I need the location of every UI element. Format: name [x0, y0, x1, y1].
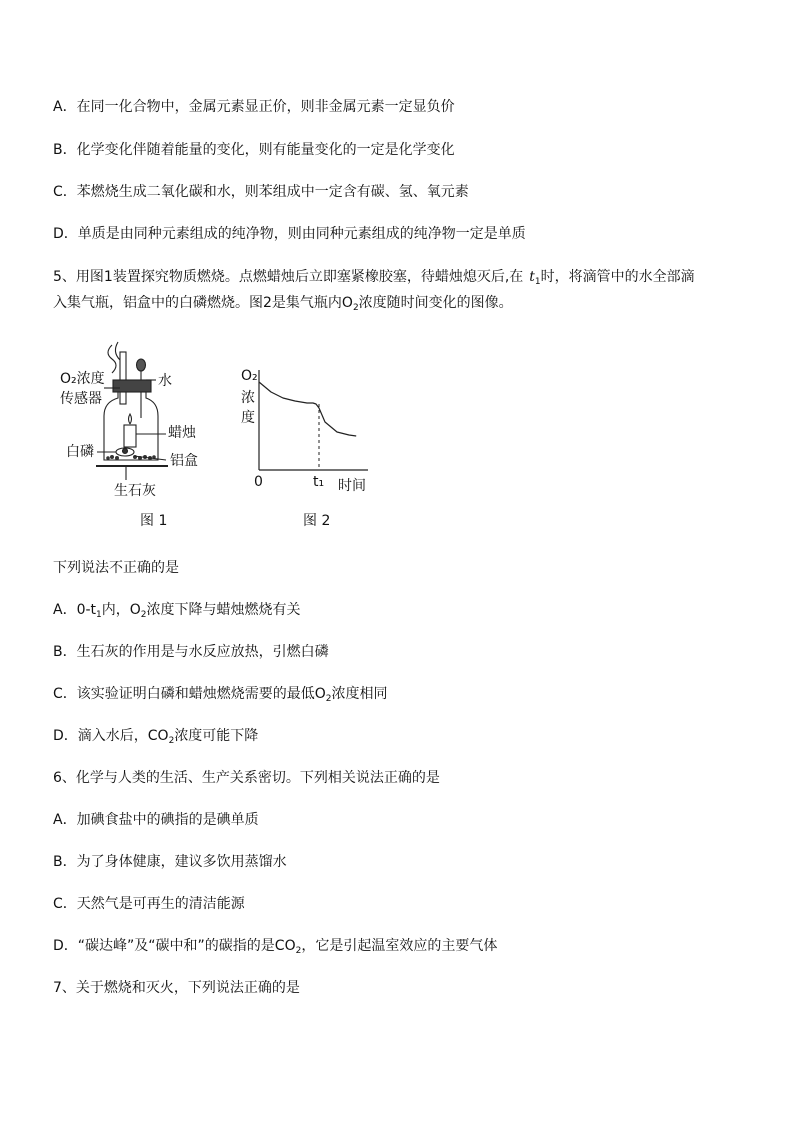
rubber-stopper [113, 380, 151, 392]
q4-option-d: D．单质是由同种元素组成的纯净物，则由同种元素组成的纯净物一定是单质 [53, 226, 526, 242]
q5-opt-a-text: A．0-t [53, 602, 97, 618]
q5-stem-sub: 2 [352, 303, 359, 313]
q6-option-b: B．为了身体健康，建议多饮用蒸馏水 [53, 854, 287, 870]
q5-opt-a-text: 浓度下降与蜡烛燃烧有关 [146, 602, 301, 618]
phosphorus-dot [123, 449, 128, 454]
q6-option-c: C．天然气是可再生的清洁能源 [53, 896, 245, 912]
q5-option-c [53, 684, 388, 704]
q5-option-b: B．生石灰的作用是与水反应放热，引燃白磷 [53, 644, 329, 660]
gas-bottle [104, 392, 158, 460]
q6-opt-d-text: D．“碳达峰”及“碳中和”的碳指的是CO [53, 938, 296, 954]
q6-stem: 6、化学与人类的生活、生产关系密切。下列相关说法正确的是 [53, 770, 440, 786]
o2-concentration-line [259, 382, 356, 436]
q5-opt-c-text: C．该实验证明白磷和蜡烛燃烧需要的最低O [53, 686, 326, 702]
sensor-wire-2 [115, 342, 120, 360]
figure1-apparatus [96, 342, 168, 480]
q5-opt-a-sub: 1 [96, 610, 102, 620]
q6-option-a: A．加碘食盐中的碘指的是碘单质 [53, 812, 259, 828]
figure1-caption: 图 1 [140, 513, 168, 529]
q5-opt-c-text: 浓度相同 [331, 686, 388, 702]
aluminum-box-shape [116, 448, 134, 456]
q5-opt-d-sub: 2 [168, 736, 175, 746]
label-water: 水 [158, 373, 172, 389]
q5-option-a [53, 600, 301, 620]
q5-opt-a-sub: 2 [140, 610, 147, 620]
q5-stem-t: t [529, 269, 535, 285]
sensor-wire [108, 345, 116, 373]
dropper-bulb [137, 359, 146, 371]
q5-opt-c-sub: 2 [325, 694, 332, 704]
q5-opt-d-text: 浓度可能下降 [174, 728, 259, 744]
chart-y-label-du: 度 [241, 410, 255, 426]
q5-stem-t-sub: 1 [534, 277, 541, 287]
q5-option-d [53, 726, 258, 746]
q5-stem-text: 浓度随时间变化的图像。 [358, 295, 513, 311]
q4-option-a: A．在同一化合物中，金属元素显正价，则非金属元素一定显负价 [53, 99, 455, 115]
figure2-caption: 图 2 [303, 513, 331, 529]
label-aluminum-box: 铝盒 [170, 453, 198, 469]
q5-opt-a-text: 内，O [101, 602, 141, 618]
q5-stem-line-1 [53, 267, 695, 287]
figure2-chart [259, 370, 368, 470]
q6-opt-d-sub: 2 [295, 946, 302, 956]
q5-stem-text: 时，将滴管中的水全部滴 [540, 269, 695, 285]
q6-option-d [53, 936, 497, 956]
label-quicklime: 生石灰 [114, 483, 156, 499]
chart-x-tick-0: 0 [254, 474, 263, 490]
quicklime-granules [106, 455, 156, 460]
sensor-probe [120, 352, 126, 404]
q5-stem-text: 入集气瓶，铝盒中的白磷燃烧。图2是集气瓶内O [53, 295, 353, 311]
label-white-phosphorus: 白磷 [66, 444, 94, 460]
q5-stem-text: 5、用图1装置探究物质燃烧。点燃蜡烛后立即塞紧橡胶塞，待蜡烛熄灭后,在 [53, 269, 524, 285]
chart-x-label: 时间 [338, 478, 366, 494]
chart-x-tick-t1: t₁ [313, 474, 325, 490]
q5-opt-d-text: D．滴入水后，CO [53, 728, 169, 744]
q6-opt-d-text: ，它是引起温室效应的主要气体 [301, 938, 498, 954]
q4-option-c: C．苯燃烧生成二氧化碳和水，则苯组成中一定含有碳、氢、氧元素 [53, 184, 469, 200]
label-candle: 蜡烛 [168, 425, 196, 441]
chart-y-label-nong: 浓 [241, 390, 255, 406]
chart-y-label-o2: O₂ [241, 368, 258, 384]
q7-stem: 7、关于燃烧和灭火，下列说法正确的是 [53, 980, 300, 996]
label-o2-sensor-2: 传感器 [60, 391, 102, 407]
candle-flame [129, 414, 132, 424]
leader-box [134, 456, 166, 460]
q5-stem-line-2 [53, 293, 513, 313]
q5-prompt: 下列说法不正确的是 [53, 560, 179, 576]
label-o2-sensor-1: O₂浓度 [60, 371, 105, 387]
candle [124, 425, 136, 447]
q4-option-b: B．化学变化伴随着能量的变化，则有能量变化的一定是化学变化 [53, 142, 455, 158]
